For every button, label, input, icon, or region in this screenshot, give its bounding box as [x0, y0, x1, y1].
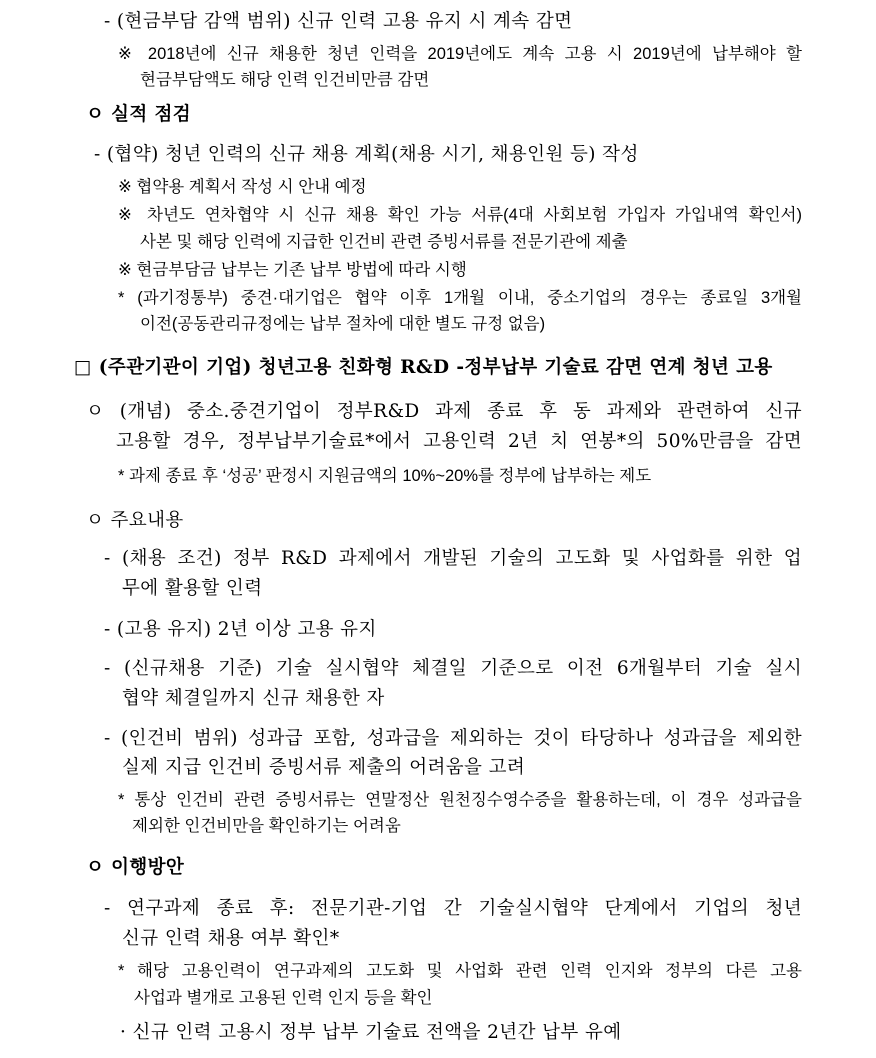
text-line: - (인건비 범위) 성과급 포함, 성과급을 제외하는 것이 타당하나 성과급을 제외한 [104, 728, 802, 749]
text-line: - (협약) 청년 인력의 신규 채용 계획(채용 시기, 채용인원 등) 작성 [94, 144, 639, 165]
note-line: 제외한 인건비만을 확인하기는 어려움 [132, 817, 401, 835]
note-line: 현금부담액도 해당 인력 인건비만큼 감면 [140, 71, 430, 89]
text-line: 협약 체결일까지 신규 채용한 자 [122, 688, 385, 709]
text-line: · 신규 인력 고용시 정부 납부 기술료 전액을 2년간 납부 유예 [120, 1022, 622, 1043]
text-line: - (신규채용 기준) 기술 실시협약 체결일 기준으로 이전 6개월부터 기술 실시 [104, 658, 802, 679]
note-line: * 해당 고용인력이 연구과제의 고도화 및 사업화 관련 인력 인지와 정부의 다른 고용 [118, 962, 802, 980]
text-line: ㅇ (개념) 중소.중견기업이 정부R&D 과제 종료 후 동 과제와 관련하여 신규 [86, 401, 802, 422]
note-line: * 통상 인건비 관련 증빙서류는 연말정산 원천징수영수증을 활용하는데, 이 경우 성과급을 [118, 791, 802, 809]
text-line: 실제 지급 인건비 증빙서류 제출의 어려움을 고려 [122, 757, 526, 778]
note-line: 이전(공동관리규정에는 납부 절차에 대한 별도 규정 없음) [140, 315, 546, 333]
text-line: - (채용 조건) 정부 R&D 과제에서 개발된 기술의 고도화 및 사업화를 위한 업 [104, 548, 802, 569]
text-line: - (현금부담 감액 범위) 신규 인력 고용 유지 시 계속 감면 [104, 11, 573, 32]
section-heading: ㅇ 이행방안 [86, 857, 185, 878]
section-title: □ (주관기관이 기업) 청년고용 친화형 R&D -정부납부 기술료 감면 연계 청년 고용 [74, 357, 773, 378]
note-line: * (과기정통부) 중견·대기업은 협약 이후 1개월 이내, 중소기업의 경우는 종료일 3개월 [118, 289, 802, 307]
section-heading: ㅇ 실적 점검 [86, 104, 192, 125]
text-line: 고용할 경우, 정부납부기술료*에서 고용인력 2년 치 연봉*의 50%만큼을 감면 [116, 431, 802, 452]
section-heading: ㅇ 주요내용 [86, 510, 184, 531]
note-line: * 과제 종료 후 ‘성공’ 판정시 지원금액의 10%~20%를 정부에 납부하는 제도 [118, 467, 652, 485]
text-line: - 연구과제 종료 후: 전문기관-기업 간 기술실시협약 단계에서 기업의 청년 [104, 898, 802, 919]
note-line: 사업과 별개로 고용된 인력 인지 등을 확인 [134, 989, 433, 1007]
text-line: 무에 활용할 인력 [122, 578, 263, 599]
note-line: ※ 차년도 연차협약 시 신규 채용 확인 가능 서류(4대 사회보험 가입자 가입내역 확인서) [118, 206, 802, 224]
text-line: 신규 인력 채용 여부 확인* [122, 928, 340, 949]
text-line: - (고용 유지) 2년 이상 고용 유지 [104, 619, 377, 640]
note-line: ※ 협약용 계획서 작성 시 안내 예정 [118, 178, 367, 196]
note-line: ※ 2018년에 신규 채용한 청년 인력을 2019년에도 계속 고용 시 2019년에 납부해야 할 [118, 45, 802, 63]
note-line: ※ 현금부담금 납부는 기존 납부 방법에 따라 시행 [118, 261, 467, 279]
note-line: 사본 및 해당 인력에 지급한 인건비 관련 증빙서류를 전문기관에 제출 [140, 233, 628, 251]
